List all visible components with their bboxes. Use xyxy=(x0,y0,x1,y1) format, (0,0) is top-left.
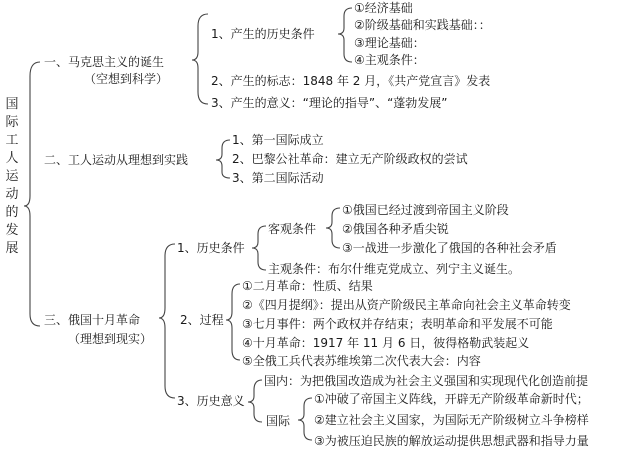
condition-item: ①经济基础 xyxy=(354,1,413,15)
international-bracket xyxy=(298,398,312,440)
condition-item: ③理论基础： xyxy=(354,36,425,50)
condition-item: ④主观条件： xyxy=(354,53,425,67)
process-item: ①二月革命：性质、结果 xyxy=(242,279,373,293)
section3-conditions-label: 1、历史条件 xyxy=(177,241,245,255)
section1-sign: 2、产生的标志：1848 年 2 月，《共产党宣言》发表 xyxy=(211,74,491,88)
section2-title: 二、工人运动从理想到实践 xyxy=(44,153,189,167)
process-item: ④十月革命：1917 年 11 月 6 日，彼得格勒武装起义 xyxy=(242,336,530,350)
process-bracket xyxy=(226,284,240,360)
root-bracket xyxy=(24,62,40,326)
section3-subtitle: （理想到现实） xyxy=(68,332,153,346)
section2-bracket xyxy=(216,140,230,178)
section2-item: 2、巴黎公社革命：建立无产阶级政权的尝试 xyxy=(232,152,468,166)
process-item: ②《四月提纲》：提出从资产阶级民主革命向社会主义革命转变 xyxy=(242,298,571,312)
significance-label: 3、历史意义 xyxy=(177,394,245,408)
objective-conditions-label: 客观条件 xyxy=(268,222,317,236)
section1-subtitle: （空想到科学） xyxy=(84,72,169,86)
section1-title: 一、马克思主义的诞生 xyxy=(44,55,165,69)
objective-item: ②俄国各种矛盾尖锐 xyxy=(342,222,449,236)
section2-item: 3、第二国际活动 xyxy=(232,171,324,185)
process-item: ③七月事件：两个政权并存结束；表明革命和平发展不可能 xyxy=(242,317,553,331)
significance-bracket xyxy=(248,380,262,422)
significance-domestic: 国内：为把俄国改造成为社会主义强国和实现现代化创造前提 xyxy=(264,374,589,388)
international-item: ①冲破了帝国主义阵线，开辟无产阶级革命新时代； xyxy=(314,392,589,406)
section3-title: 三、俄国十月革命 xyxy=(44,313,141,327)
root-title: 国际工人运动的发展 xyxy=(5,97,19,256)
section3-bracket xyxy=(159,244,175,398)
objective-item: ①俄国已经过渡到帝国主义阶段 xyxy=(342,203,509,217)
objective-bracket xyxy=(326,208,340,248)
process-item: ⑤全俄工兵代表苏维埃第二次代表大会：内容 xyxy=(242,354,481,368)
subjective-conditions: 主观条件：布尔什维克党成立、列宁主义诞生。 xyxy=(268,262,521,276)
international-label: 国际 xyxy=(266,414,291,428)
condition-item: ②阶级基础和实践基础：： xyxy=(354,18,491,32)
section1-conditions-label: 1、产生的历史条件 xyxy=(211,27,315,41)
section1-bracket xyxy=(192,14,208,104)
conditions1-bracket xyxy=(338,8,352,62)
section2-item: 1、第一国际成立 xyxy=(232,133,324,147)
section1-meaning: 3、产生的意义：“理论的指导”、“蓬勃发展” xyxy=(211,96,448,110)
international-item: ③为被压迫民族的解放运动提供思想武器和指导力量 xyxy=(314,434,589,448)
process-label: 2、过程 xyxy=(180,313,224,327)
international-item: ②建立社会主义国家，为国际无产阶级树立斗争榜样 xyxy=(314,413,589,427)
objective-item: ③一战进一步激化了俄国的各种社会矛盾 xyxy=(342,241,557,255)
conditions3-bracket xyxy=(252,226,266,270)
